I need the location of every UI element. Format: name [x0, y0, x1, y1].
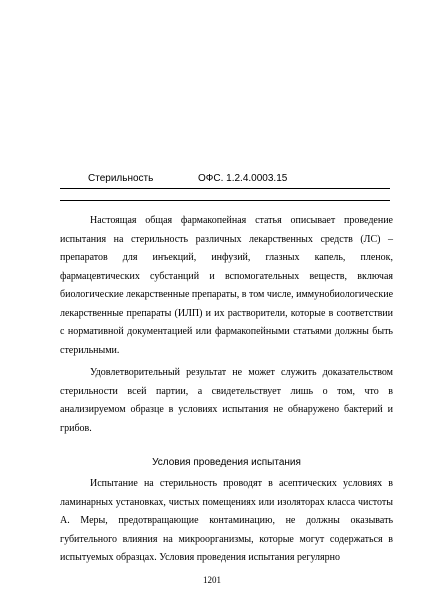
section-title: Условия проведения испытания [152, 457, 301, 468]
paragraph: Испытание на стерильность проводят в асептических условиях в ламинарных установках, чистых помещениях или изоляторах класса чистоты А. Меры, предотвращающие контаминацию, не должны оказывать губительного влияния на микроорганизмы, которые могут содержаться в испытуемых образцах. Условия проведения испытания регулярно [60, 478, 393, 563]
section-text [60, 475, 393, 568]
intro-text [60, 212, 393, 438]
page-number: 1201 [203, 575, 221, 585]
header-rule-bottom [60, 200, 390, 201]
article-title: Стерильность [88, 173, 154, 184]
article-code: ОФС. 1.2.4.0003.15 [198, 173, 288, 184]
paragraph: Удовлетворительный результат не может служить доказательством стерильности всей партии, а свидетельствует лишь о том, что в анализируемом образце в условиях испытания не обнаружено бактерий и грибов. [60, 367, 393, 434]
header-rule-top [60, 188, 390, 189]
article-header [60, 172, 390, 186]
paragraph: Настоящая общая фармакопейная статья описывает проведение испытания на стерильность различных лекарственных средств (ЛС) – препаратов для инъекций, инфузий, глазных капель, пленок, фармацевтических субстанций и вспомогательных веществ, включая биологические лекарственные препараты, в том числе, иммунобиологические лекарственные препараты (ИЛП) и их растворители, которые в соответствии с нормативной документацией или фармакопейными статьями должны быть стерильными. [60, 215, 394, 356]
